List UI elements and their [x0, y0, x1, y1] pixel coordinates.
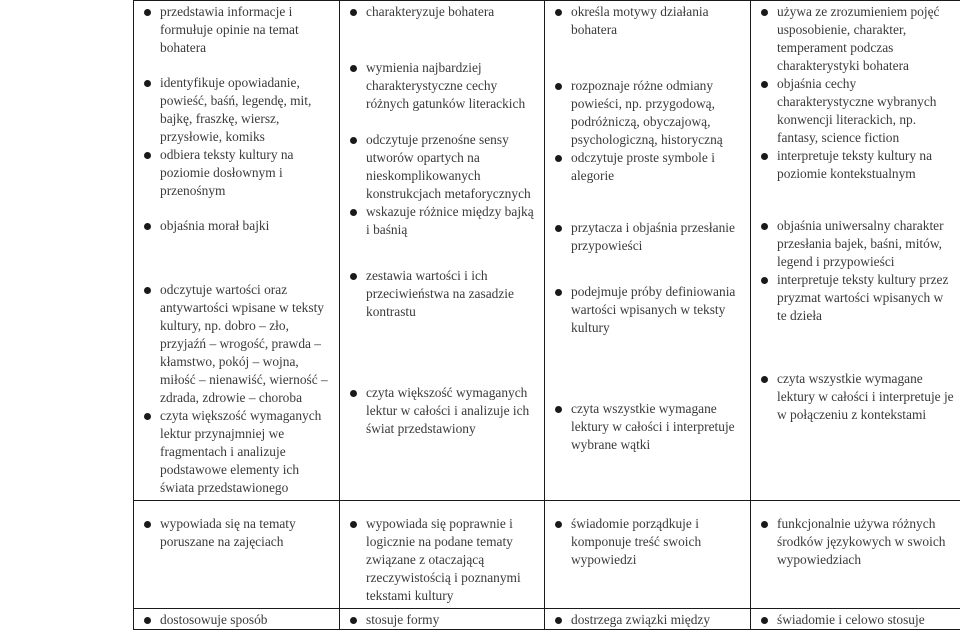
bullet-icon — [555, 225, 562, 232]
bullet-icon — [144, 413, 151, 420]
bullet-icon — [350, 9, 357, 16]
list-item: funkcjonalnie używa różnych środków językowych w swoich wypowiedziach — [757, 515, 956, 569]
bullet-icon — [144, 80, 151, 87]
list-item: dostosowuje sposób — [140, 611, 335, 629]
list-item: świadomie porządkuje i komponuje treść swoich wypowiedzi — [551, 515, 746, 569]
bullet-icon — [350, 390, 357, 397]
list-item: odczytuje przenośne sensy utworów opartych na nieskomplikowanych konstrukcjach metaforycznych — [346, 131, 540, 203]
bullet-icon — [555, 406, 562, 413]
table-cell — [545, 501, 751, 609]
table-cell — [134, 1, 340, 501]
list-item: odczytuje proste symbole i alegorie — [551, 149, 746, 185]
list-item: odczytuje wartości oraz antywartości wpisane w teksty kultury, np. dobro – zło, przyjaźń – wrogość, prawda – kłamstwo, pokój – wojna, miłość – nienawiść, wierność – zdrada, zdrowie – choroba — [140, 281, 335, 407]
bullet-icon — [555, 289, 562, 296]
bullet-icon — [761, 277, 768, 284]
list-item: rozpoznaje różne odmiany powieści, np. przygodową, podróżniczą, obyczajową, psychologiczną, historyczną — [551, 77, 746, 149]
bullet-icon — [555, 83, 562, 90]
list-item: charakteryzuje bohatera — [346, 3, 540, 21]
bullet-icon — [144, 521, 151, 528]
list-item: objaśnia cechy charakterystyczne wybranych konwencji literackich, np. fantasy, science fiction — [757, 75, 956, 147]
table-cell — [340, 609, 545, 630]
requirements-table — [133, 0, 960, 630]
bullet-icon — [350, 521, 357, 528]
bullet-icon — [350, 137, 357, 144]
bullet-icon — [761, 521, 768, 528]
list-item: stosuje formy — [346, 611, 540, 629]
table-cell — [545, 609, 751, 630]
list-item: interpretuje teksty kultury na poziomie kontekstualnym — [757, 147, 956, 183]
list-item: czyta wszystkie wymagane lektury w całości i interpretuje wybrane wątki — [551, 400, 746, 454]
list-item: wypowiada się na tematy poruszane na zajęciach — [140, 515, 335, 551]
bullet-icon — [555, 155, 562, 162]
list-item: wymienia najbardziej charakterystyczne cechy różnych gatunków literackich — [346, 59, 540, 113]
list-item: świadomie i celowo stosuje — [757, 611, 956, 629]
bullet-icon — [144, 617, 151, 624]
list-item: zestawia wartości i ich przeciwieństwa na zasadzie kontrastu — [346, 267, 540, 321]
table-cell — [134, 609, 340, 630]
bullet-icon — [144, 223, 151, 230]
list-item: odbiera teksty kultury na poziomie dosłownym i przenośnym — [140, 146, 335, 200]
list-item: objaśnia morał bajki — [140, 217, 335, 235]
table-cell — [545, 1, 751, 501]
bullet-icon — [761, 81, 768, 88]
bullet-icon — [350, 65, 357, 72]
bullet-icon — [761, 376, 768, 383]
table-cell — [134, 501, 340, 609]
list-item: określa motywy działania bohatera — [551, 3, 746, 39]
list-item: objaśnia uniwersalny charakter przesłania bajek, baśni, mitów, legend i przypowieści — [757, 217, 956, 271]
bullet-icon — [761, 617, 768, 624]
table-cell — [751, 1, 960, 501]
bullet-icon — [555, 617, 562, 624]
table-row — [134, 609, 960, 630]
bullet-icon — [555, 521, 562, 528]
list-item: dostrzega związki między — [551, 611, 746, 629]
table-row — [134, 1, 960, 501]
bullet-icon — [761, 153, 768, 160]
list-item: czyta większość wymaganych lektur przynajmniej we fragmentach i analizuje podstawowe elementy ich świata przedstawionego — [140, 407, 335, 497]
table-cell — [751, 609, 960, 630]
list-item: interpretuje teksty kultury przez pryzmat wartości wpisanych w te dzieła — [757, 271, 956, 325]
bullet-icon — [350, 617, 357, 624]
bullet-icon — [761, 223, 768, 230]
list-item: czyta wszystkie wymagane lektury w całości i interpretuje je w połączeniu z kontekstami — [757, 370, 956, 424]
list-item: używa ze zrozumieniem pojęć usposobienie, charakter, temperament podczas charakterystyki bohatera — [757, 3, 956, 75]
table-row — [134, 501, 960, 609]
list-item: identyfikuje opowiadanie, powieść, baśń, legendę, mit, bajkę, fraszkę, wiersz, przysłowie, komiks — [140, 74, 335, 146]
bullet-icon — [144, 9, 151, 16]
list-item: przedstawia informacje i formułuje opinie na temat bohatera — [140, 3, 335, 57]
bullet-icon — [144, 152, 151, 159]
bullet-icon — [350, 209, 357, 216]
table-cell — [340, 1, 545, 501]
table-cell — [751, 501, 960, 609]
bullet-icon — [761, 9, 768, 16]
bullet-icon — [144, 287, 151, 294]
bullet-icon — [555, 9, 562, 16]
list-item: czyta większość wymaganych lektur w całości i analizuje ich świat przedstawiony — [346, 384, 540, 438]
list-item: podejmuje próby definiowania wartości wpisanych w teksty kultury — [551, 283, 746, 337]
list-item: przytacza i objaśnia przesłanie przypowieści — [551, 219, 746, 255]
bullet-icon — [350, 273, 357, 280]
list-item: wypowiada się poprawnie i logicznie na podane tematy związane z otaczającą rzeczywistością i poznanymi tekstami kultury — [346, 515, 540, 605]
list-item: wskazuje różnice między bajką i baśnią — [346, 203, 540, 239]
table-cell — [340, 501, 545, 609]
